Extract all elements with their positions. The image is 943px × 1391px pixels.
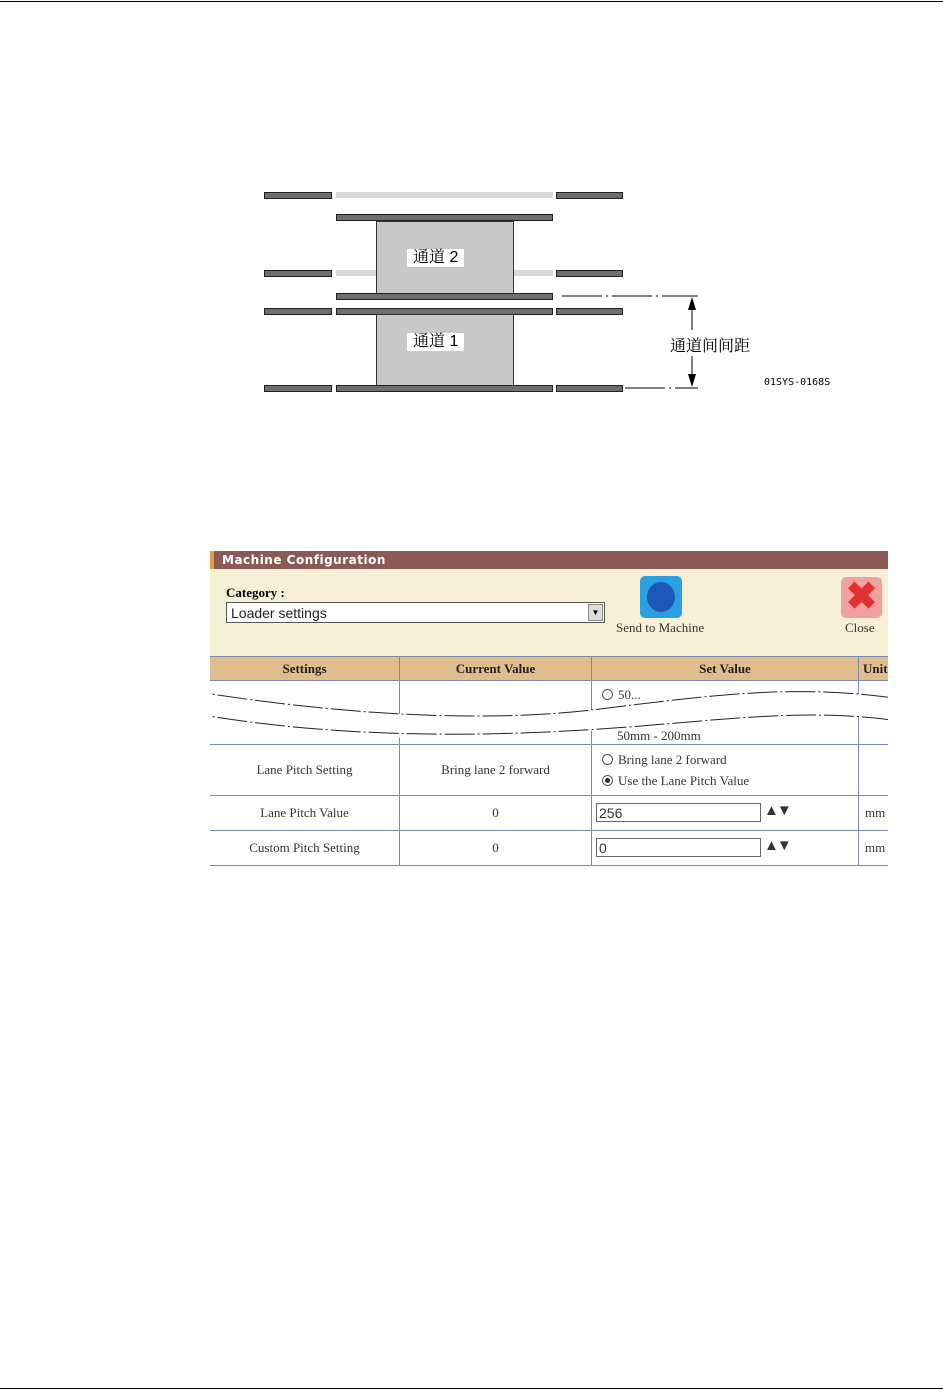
close-label[interactable]: Close bbox=[845, 620, 875, 635]
header-settings: Settings bbox=[210, 656, 400, 681]
category-label: Category : bbox=[226, 585, 285, 600]
setting-name: Custom Pitch Setting bbox=[210, 831, 400, 866]
close-icon[interactable]: ✖ bbox=[841, 577, 882, 618]
radio-button[interactable] bbox=[602, 754, 613, 765]
radio-option[interactable] bbox=[602, 773, 858, 789]
custom-pitch-input[interactable]: 0 bbox=[596, 838, 761, 857]
bottom-rule bbox=[0, 1388, 943, 1389]
toolbar-panel bbox=[210, 569, 888, 656]
lane-2-label: 通道 2 bbox=[407, 249, 464, 267]
unit: mm bbox=[859, 796, 888, 831]
title-bar bbox=[210, 551, 888, 569]
lane-pitch-value-input[interactable]: 256 bbox=[596, 803, 761, 822]
option-label: Use the Lane Pitch Value bbox=[618, 773, 750, 788]
window-title: Machine Configuration bbox=[222, 553, 386, 567]
lane-pitch-label: 通道间间距 bbox=[670, 338, 751, 355]
figure-id: 01SYS-0168S bbox=[764, 377, 831, 388]
stepper-arrows-icon[interactable]: ▲▼ bbox=[764, 803, 790, 819]
table-cell bbox=[592, 831, 859, 866]
chevron-down-icon[interactable]: ▼ bbox=[588, 604, 603, 621]
option-label: Bring lane 2 forward bbox=[618, 752, 727, 767]
option-label: 50... bbox=[618, 687, 641, 702]
radio-button-selected[interactable] bbox=[602, 775, 613, 786]
setting-name: Lane Pitch Value bbox=[210, 796, 400, 831]
send-label[interactable]: Send to Machine bbox=[616, 620, 705, 635]
lane-pitch-radio-group bbox=[592, 745, 859, 796]
break-mark bbox=[210, 679, 888, 749]
category-value: Loader settings bbox=[231, 605, 327, 621]
setting-name: Lane Pitch Setting bbox=[210, 745, 400, 796]
current-value: Bring lane 2 forward bbox=[400, 745, 592, 796]
send-to-machine-button[interactable] bbox=[640, 576, 682, 618]
stepper-arrows-icon[interactable]: ▲▼ bbox=[764, 838, 790, 854]
lane-1-label: 通道 1 bbox=[407, 333, 464, 351]
unit: mm bbox=[859, 831, 888, 866]
option-label: 50mm - 200mm bbox=[617, 728, 701, 743]
unit bbox=[859, 745, 888, 796]
machine-configuration-window bbox=[210, 551, 888, 869]
category-select[interactable] bbox=[226, 602, 605, 623]
dimension-lines bbox=[0, 0, 943, 420]
send-icon bbox=[647, 582, 675, 612]
current-value: 0 bbox=[400, 796, 592, 831]
table-cell bbox=[592, 796, 859, 831]
header-current-value: Current Value bbox=[400, 656, 592, 681]
current-value: 0 bbox=[400, 831, 592, 866]
header-set-value: Set Value bbox=[592, 656, 859, 681]
radio-option[interactable] bbox=[602, 752, 858, 768]
header-unit: Unit bbox=[859, 656, 888, 681]
